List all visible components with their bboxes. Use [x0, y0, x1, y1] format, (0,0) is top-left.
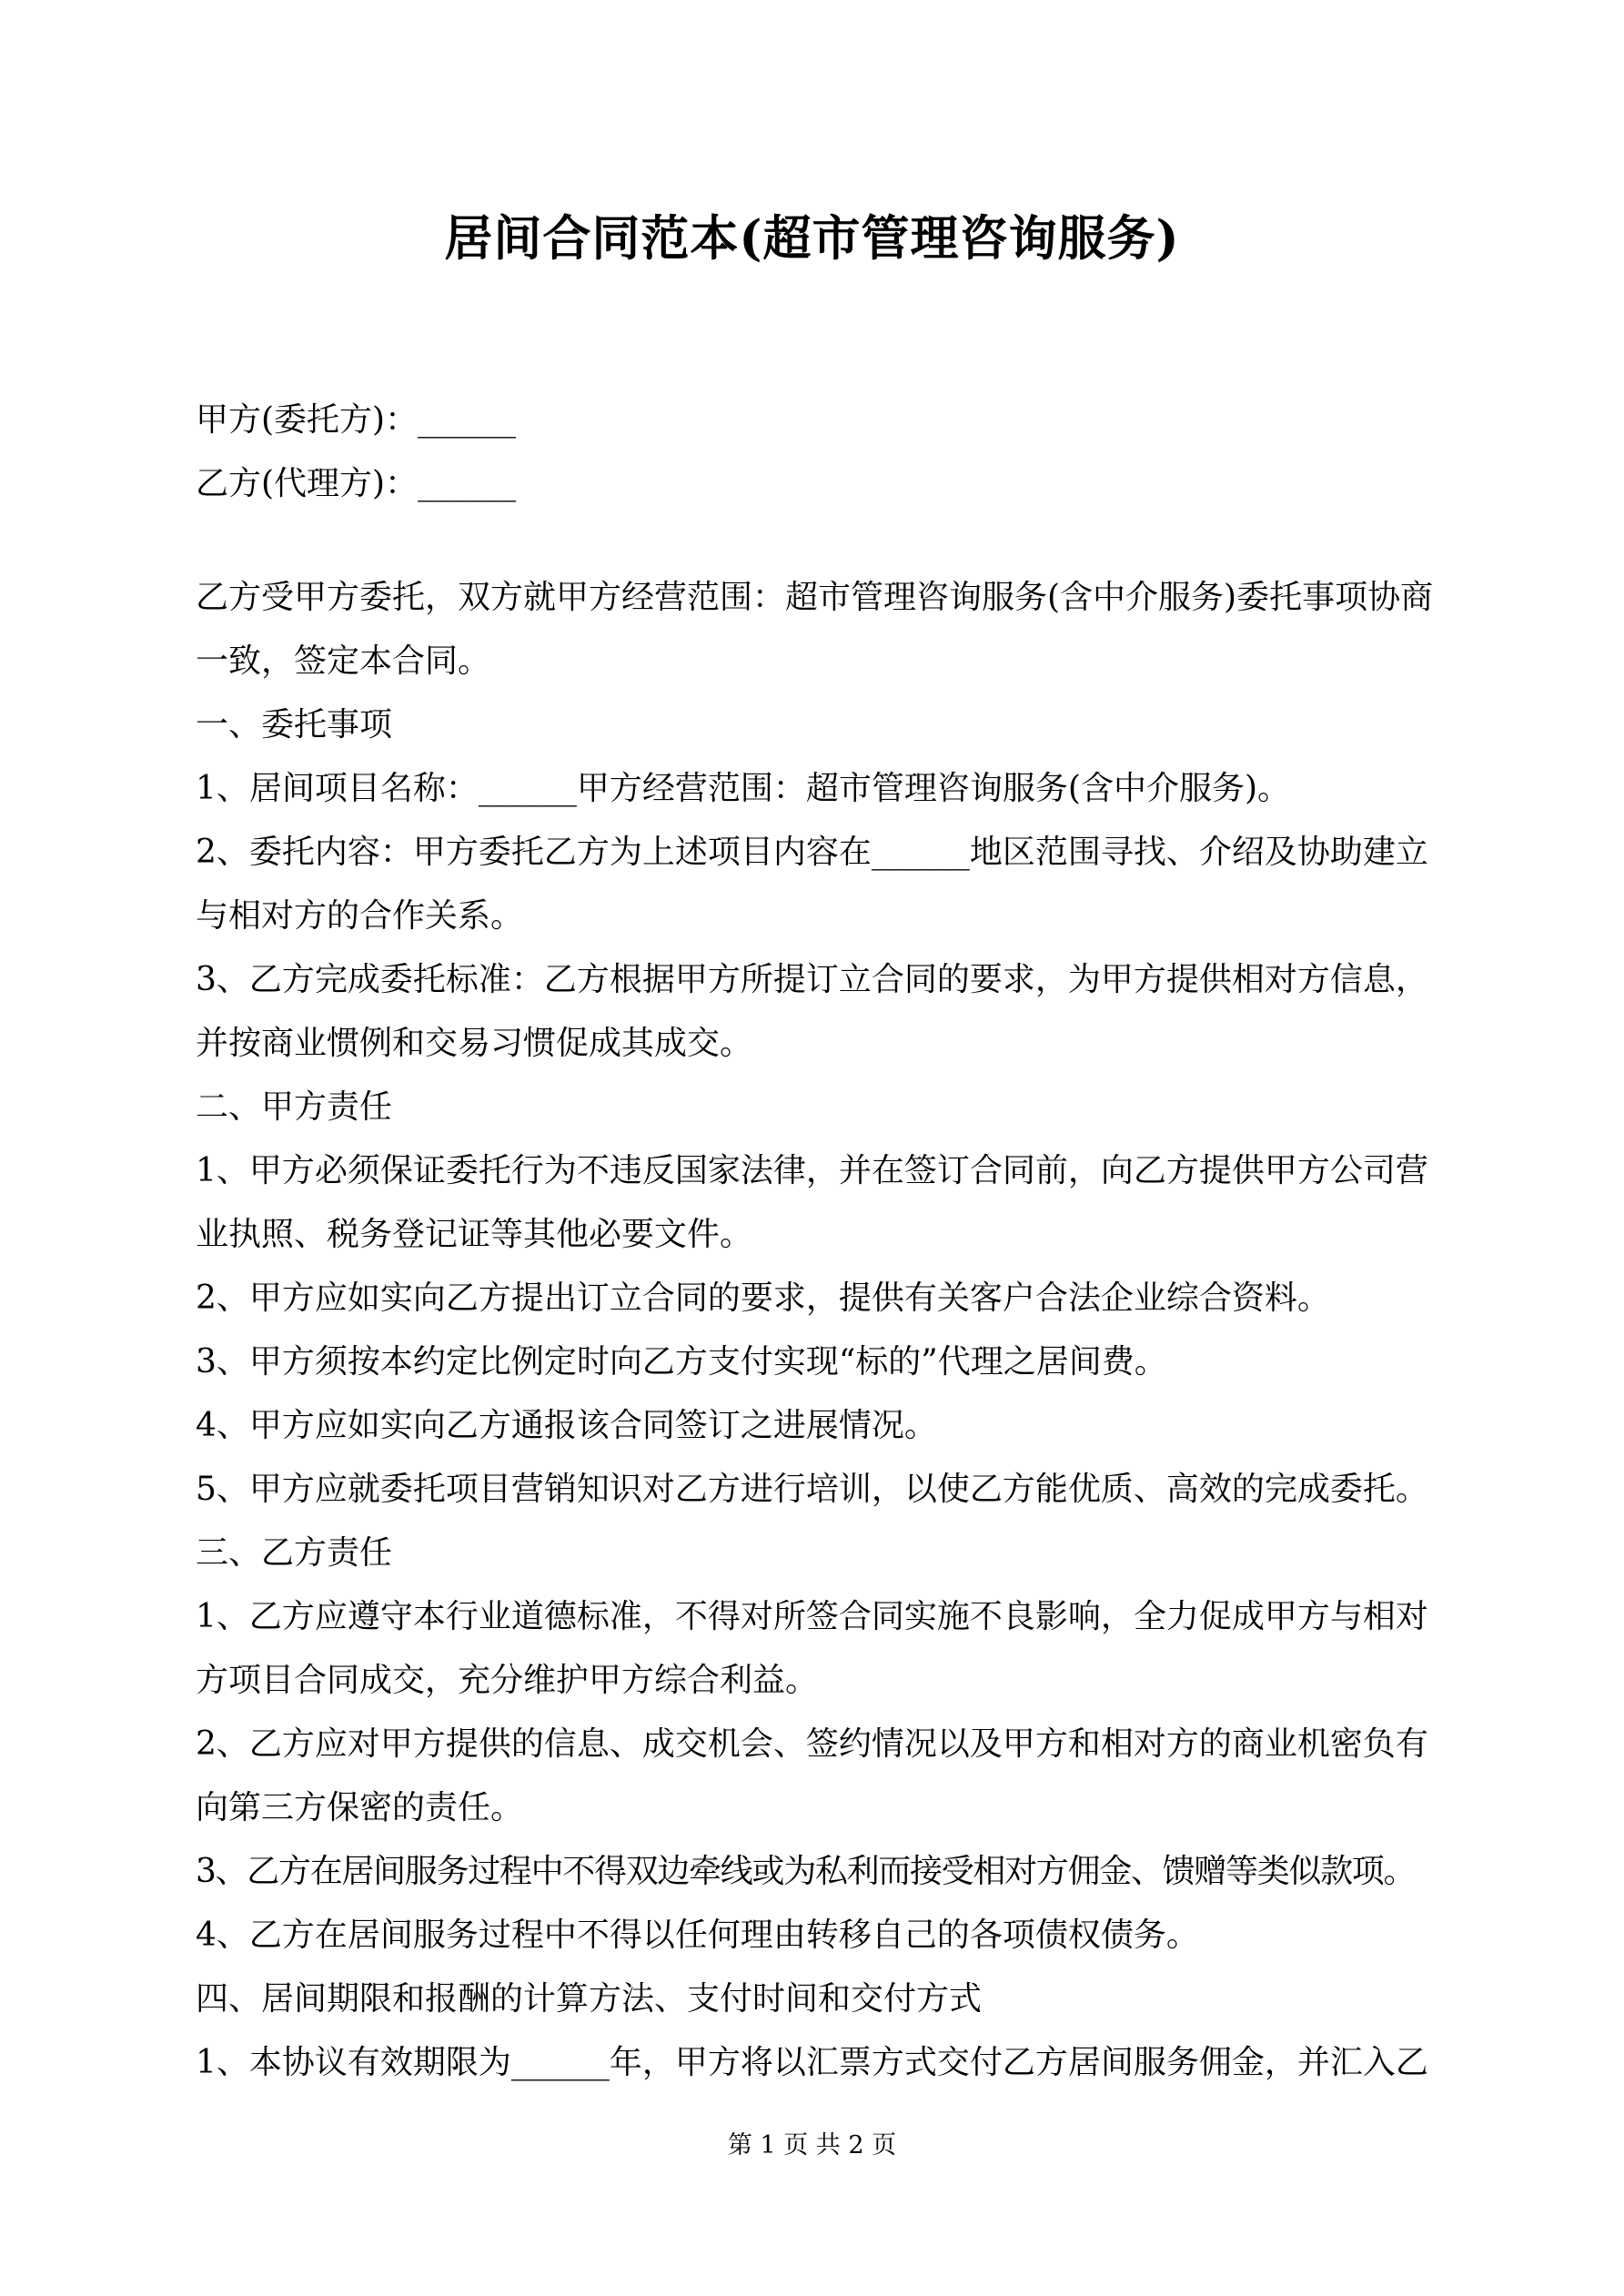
section-heading: 四、居间期限和报酬的计算方法、支付时间和交付方式 — [196, 1980, 983, 2018]
page-number-footer: 第 1 页 共 2 页 — [727, 2131, 897, 2159]
body-line: 3、甲方须按本约定比例定时向乙方支付实现“标的”代理之居间费。 — [196, 1343, 1167, 1381]
body-line: 2、甲方应如实向乙方提出订立合同的要求，提供有关客户合法企业综合资料。 — [196, 1279, 1330, 1317]
contract-body — [196, 566, 1434, 2095]
party-block — [196, 389, 1428, 516]
body-line: 方项目合同成交，充分维护甲方综合利益。 — [196, 1662, 819, 1699]
body-line: 1、本协议有效期限为______年，甲方将以汇票方式交付乙方居间服务佣金，并汇入乙 — [196, 2044, 1428, 2081]
body-line: 4、甲方应如实向乙方通报该合同签订之进展情况。 — [196, 1407, 937, 1444]
body-line: 1、居间项目名称：______甲方经营范围：超市管理咨询服务(含中介服务)。 — [196, 770, 1290, 807]
body-line: 向第三方保密的责任。 — [196, 1789, 524, 1826]
body-line: 与相对方的合作关系。 — [196, 897, 524, 935]
party-jia-line: 甲方(委托方)：______ — [196, 401, 517, 439]
body-line: 一致，签定本合同。 — [196, 642, 491, 680]
party-yi-line: 乙方(代理方)：______ — [196, 465, 517, 502]
body-line: 1、乙方应遵守本行业道德标准，不得对所签合同实施不良影响，全力促成甲方与相对 — [196, 1598, 1428, 1635]
body-line: 1、甲方必须保证委托行为不违反国家法律，并在签订合同前，向乙方提供甲方公司营 — [196, 1152, 1428, 1189]
section-heading: 一、委托事项 — [196, 706, 393, 743]
body-line: 5、甲方应就委托项目营销知识对乙方进行培训，以使乙方能优质、高效的完成委托。 — [196, 1471, 1428, 1508]
body-line: 3、乙方在居间服务过程中不得双边牵线或为私利而接受相对方佣金、馈赠等类似款项。 — [196, 1853, 1416, 1890]
section-heading: 二、甲方责任 — [196, 1088, 393, 1126]
body-line: 2、乙方应对甲方提供的信息、成交机会、签约情况以及甲方和相对方的商业机密负有 — [196, 1725, 1428, 1763]
body-line: 4、乙方在居间服务过程中不得以任何理由转移自己的各项债权债务。 — [196, 1917, 1199, 1954]
body-line: 业执照、税务登记证等其他必要文件。 — [196, 1216, 753, 1253]
body-line: 并按商业惯例和交易习惯促成其成交。 — [196, 1025, 753, 1062]
document-title: 居间合同范本(超市管理咨询服务) — [444, 210, 1180, 267]
body-line: 3、乙方完成委托标准：乙方根据甲方所提订立合同的要求，为甲方提供相对方信息， — [196, 961, 1428, 998]
body-line: 2、委托内容：甲方委托乙方为上述项目内容在______地区范围寻找、介绍及协助建立 — [196, 834, 1428, 871]
body-line: 乙方受甲方委托，双方就甲方经营范围：超市管理咨询服务(含中介服务)委托事项协商 — [196, 579, 1434, 616]
section-heading: 三、乙方责任 — [196, 1534, 393, 1572]
